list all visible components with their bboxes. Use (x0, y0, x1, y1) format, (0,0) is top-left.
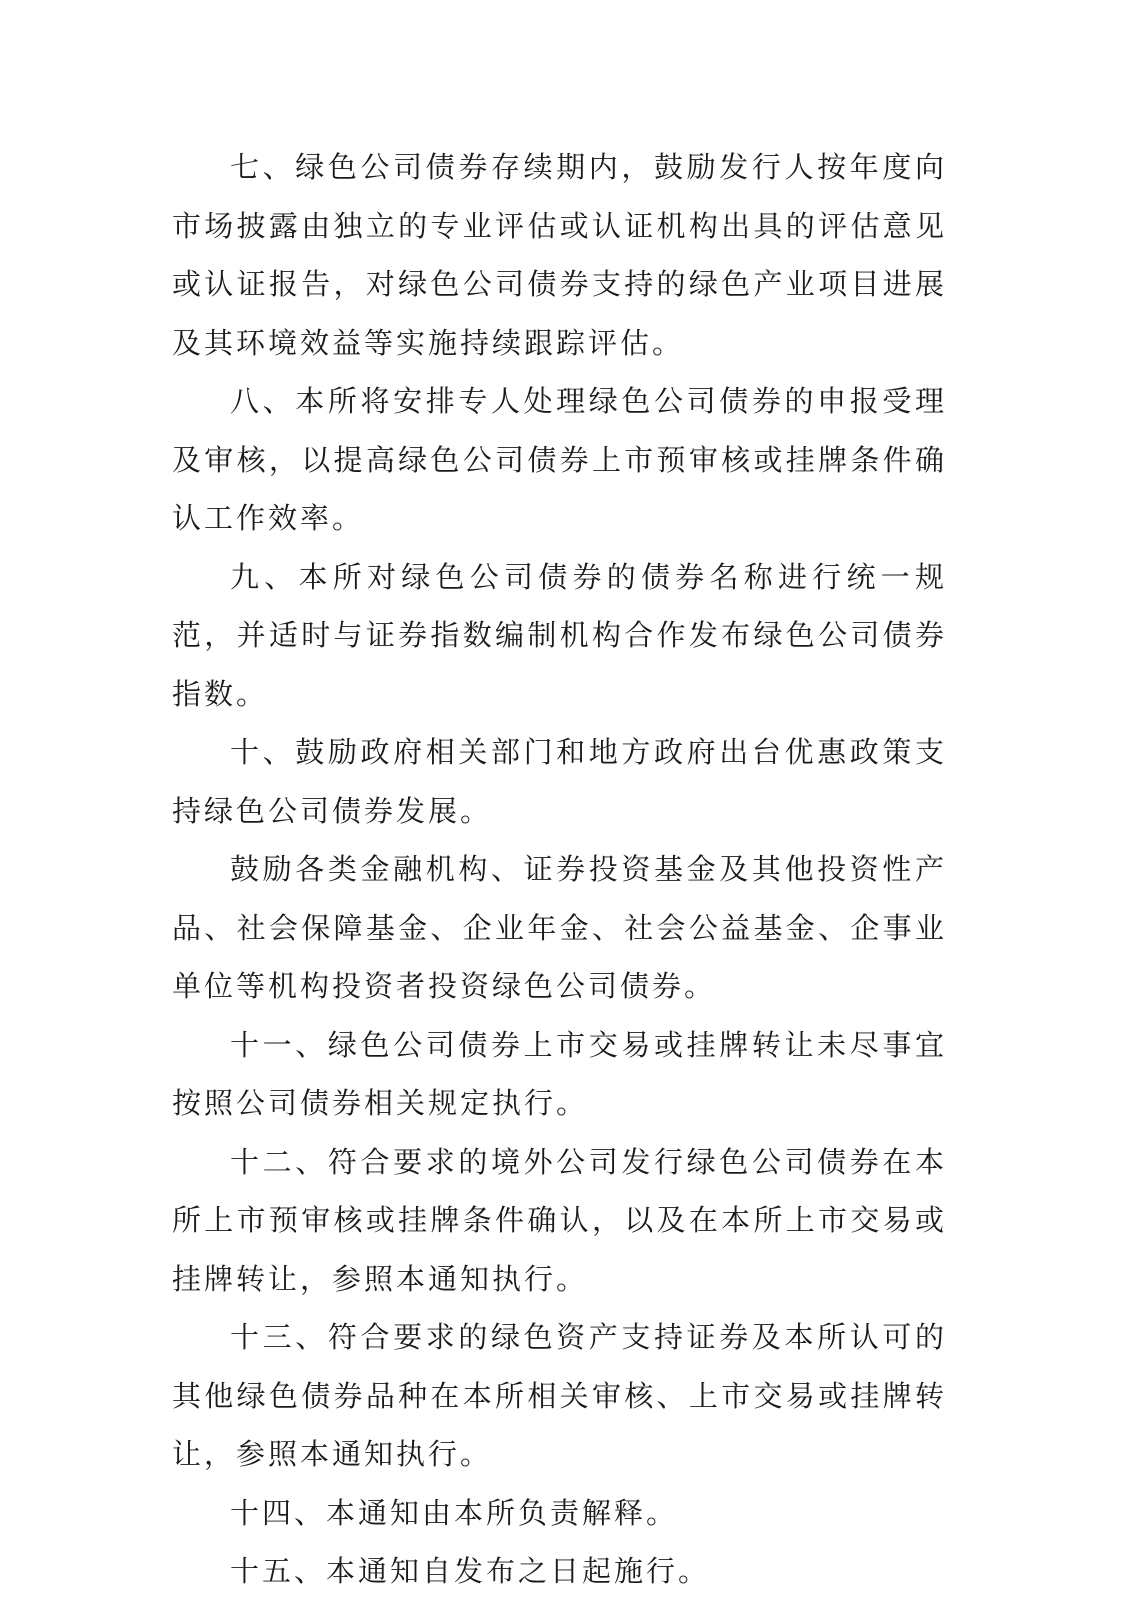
paragraph-article-10-continued: 鼓励各类金融机构、证券投资基金及其他投资性产品、社会保障基金、企业年金、社会公益基金、企事业单位等机构投资者投资绿色公司债券。 (172, 852, 947, 1003)
paragraph-article-8: 八、本所将安排专人处理绿色公司债券的申报受理及审核，以提高绿色公司债券上市预审核或挂牌条件确认工作效率。 (172, 384, 947, 535)
paragraph-article-7: 七、绿色公司债券存续期内，鼓励发行人按年度向市场披露由独立的专业评估或认证机构出具的评估意见或认证报告，对绿色公司债券支持的绿色产业项目进展及其环境效益等实施持续跟踪评估。 (172, 150, 947, 360)
paragraph-article-9: 九、本所对绿色公司债券的债券名称进行统一规范，并适时与证券指数编制机构合作发布绿色公司债券指数。 (172, 559, 947, 711)
paragraph-article-15: 十五、本通知自发布之日起施行。 (230, 1554, 711, 1588)
paragraph-article-14: 十四、本通知由本所负责解释。 (230, 1495, 679, 1530)
paragraph-article-11: 十一、绿色公司债券上市交易或挂牌转让未尽事宜按照公司债券相关规定执行。 (172, 1027, 947, 1120)
document-body (172, 138, 947, 1601)
paragraph-article-12: 十二、符合要求的境外公司发行绿色公司债券在本所上市预审核或挂牌条件确认，以及在本所上市交易或挂牌转让，参照本通知执行。 (172, 1144, 947, 1296)
paragraph-article-13: 十三、符合要求的绿色资产支持证券及本所认可的其他绿色债券品种在本所相关审核、上市交易或挂牌转让，参照本通知执行。 (172, 1320, 947, 1471)
paragraph-article-10: 十、鼓励政府相关部门和地方政府出台优惠政策支持绿色公司债券发展。 (172, 735, 947, 828)
